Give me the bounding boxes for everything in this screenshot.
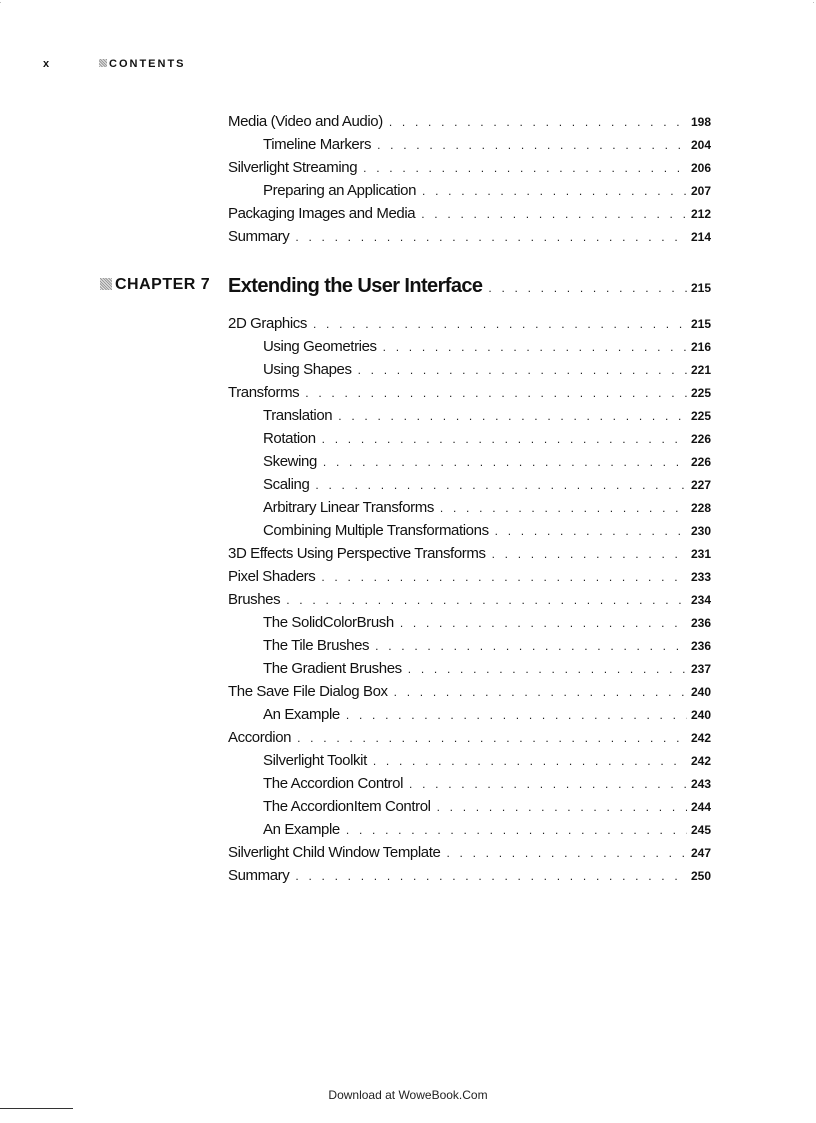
toc-entry-page: 236	[690, 616, 711, 630]
toc-entry-page: 204	[690, 138, 711, 152]
toc-entry[interactable]	[228, 726, 711, 749]
toc-entry-title: Arbitrary Linear Transforms	[263, 499, 434, 516]
toc-entry-page: 206	[690, 161, 711, 175]
dot-leader	[297, 727, 687, 750]
toc-entry-page: 226	[690, 455, 711, 469]
toc-entry-page: 228	[690, 501, 711, 515]
dot-leader	[313, 313, 687, 336]
toc-entry-title: An Example	[263, 821, 340, 838]
toc-entry-title: The SolidColorBrush	[263, 614, 394, 631]
toc-entry-page: 242	[690, 754, 711, 768]
toc-entry-title: Accordion	[228, 729, 292, 746]
toc-entry[interactable]	[228, 404, 711, 427]
toc-entry-page: 221	[690, 363, 711, 377]
chapter-number: CHAPTER 7	[115, 276, 211, 293]
toc-entry-title: Translation	[263, 407, 333, 424]
toc-entry-title: Combining Multiple Transformations	[263, 522, 489, 539]
dot-leader	[383, 336, 687, 359]
dot-leader	[446, 842, 687, 865]
toc-entry[interactable]	[228, 749, 711, 772]
dot-leader	[346, 819, 687, 842]
crop-mark	[0, 2, 1, 3]
dot-leader	[295, 865, 687, 888]
dot-leader	[321, 566, 687, 589]
toc-entry-page: 216	[690, 340, 711, 354]
footer-rule	[0, 1108, 73, 1109]
toc-entry[interactable]	[228, 427, 711, 450]
dot-leader	[389, 111, 687, 134]
dot-leader	[358, 359, 687, 382]
toc-entry-page: 242	[690, 731, 711, 745]
toc-entry-page: 240	[690, 708, 711, 722]
running-head-label: CONTENTS	[109, 58, 186, 70]
crop-mark	[813, 2, 814, 3]
toc-entry[interactable]	[228, 680, 711, 703]
toc-entry-page: 243	[690, 777, 711, 791]
toc-entry-title: Media (Video and Audio)	[228, 113, 383, 130]
chapter-page: 215	[690, 281, 711, 295]
toc-entry-title: The Tile Brushes	[263, 637, 370, 654]
dot-leader	[322, 428, 687, 451]
toc-entry-page: 233	[690, 570, 711, 584]
toc-entry[interactable]	[228, 611, 711, 634]
dot-leader	[408, 658, 687, 681]
toc-entry[interactable]	[228, 841, 711, 864]
toc-entry[interactable]	[228, 542, 711, 565]
toc-entry[interactable]	[228, 496, 711, 519]
toc-entry[interactable]	[228, 634, 711, 657]
toc-entry-title: Skewing	[263, 453, 317, 470]
toc-entry[interactable]	[228, 703, 711, 726]
running-head	[43, 58, 186, 70]
toc-entry-page: 226	[690, 432, 711, 446]
toc-entry[interactable]	[228, 110, 711, 133]
chapter-mark-icon	[100, 278, 112, 290]
toc-entry-title: Silverlight Child Window Template	[228, 844, 441, 861]
dot-leader	[346, 704, 687, 727]
toc-entry-title: Transforms	[228, 384, 300, 401]
toc-entry[interactable]	[228, 179, 711, 202]
toc-entry-title: 2D Graphics	[228, 315, 307, 332]
dot-leader	[394, 681, 687, 704]
toc-entry[interactable]	[228, 565, 711, 588]
toc-section-previous-chapter	[228, 110, 711, 248]
dot-leader	[286, 589, 687, 612]
dot-leader	[295, 226, 687, 249]
dot-leader	[373, 750, 687, 773]
toc-entry[interactable]	[228, 818, 711, 841]
dot-leader	[305, 382, 687, 405]
chapter-title: Extending the User Interface	[228, 275, 483, 297]
toc-entry[interactable]	[228, 772, 711, 795]
toc-entry-page: 231	[690, 547, 711, 561]
toc-entry-page: 240	[690, 685, 711, 699]
toc-entry[interactable]	[228, 519, 711, 542]
toc-entry[interactable]	[228, 133, 711, 156]
toc-entry-title: Using Geometries	[263, 338, 377, 355]
toc-entry-page: 214	[690, 230, 711, 244]
dot-leader	[315, 474, 687, 497]
toc-entry[interactable]	[228, 225, 711, 248]
toc-entry-page: 245	[690, 823, 711, 837]
dot-leader	[492, 543, 687, 566]
toc-entry-page: 207	[690, 184, 711, 198]
toc-entry-title: The AccordionItem Control	[263, 798, 431, 815]
dot-leader	[363, 157, 687, 180]
toc-entry-title: The Accordion Control	[263, 775, 404, 792]
dot-leader	[488, 273, 687, 303]
toc-entry[interactable]	[228, 156, 711, 179]
toc-entry[interactable]	[228, 657, 711, 680]
toc-entry-page: 237	[690, 662, 711, 676]
toc-entry[interactable]	[228, 795, 711, 818]
toc-entry[interactable]	[228, 864, 711, 887]
toc-section-chapter-7	[228, 312, 711, 887]
toc-entry-title: Packaging Images and Media	[228, 205, 416, 222]
toc-entry-title: Timeline Markers	[263, 136, 372, 153]
toc-entry-title: Summary	[228, 867, 290, 884]
toc-entry-title: Summary	[228, 228, 290, 245]
toc-entry-title: Scaling	[263, 476, 310, 493]
toc-entry[interactable]	[228, 312, 711, 335]
dot-leader	[440, 497, 687, 520]
toc-entry-title: 3D Effects Using Perspective Transforms	[228, 545, 486, 562]
toc-chapter-heading	[228, 271, 711, 301]
toc-entry-page: 198	[690, 115, 711, 129]
toc-entry-title: Preparing an Application	[263, 182, 417, 199]
dot-leader	[495, 520, 687, 543]
dot-leader	[409, 773, 687, 796]
toc-entry-page: 227	[690, 478, 711, 492]
toc-entry-page: 234	[690, 593, 711, 607]
toc-entry-page: 247	[690, 846, 711, 860]
dot-leader	[421, 203, 687, 226]
chapter-label	[100, 276, 210, 294]
section-mark-icon	[99, 59, 107, 67]
toc-entry-page: 236	[690, 639, 711, 653]
toc-entry[interactable]	[228, 358, 711, 381]
toc-entry[interactable]	[228, 202, 711, 225]
toc-entry-title: An Example	[263, 706, 340, 723]
dot-leader	[375, 635, 687, 658]
dot-leader	[338, 405, 687, 428]
dot-leader	[323, 451, 687, 474]
toc-entry-title: The Gradient Brushes	[263, 660, 402, 677]
toc-entry-page: 212	[690, 207, 711, 221]
dot-leader	[400, 612, 687, 635]
toc-entry[interactable]	[228, 335, 711, 358]
toc-entry-title: The Save File Dialog Box	[228, 683, 388, 700]
toc-entry-page: 250	[690, 869, 711, 883]
toc-entry-title: Silverlight Streaming	[228, 159, 358, 176]
toc-entry-title: Using Shapes	[263, 361, 352, 378]
toc-entry-page: 225	[690, 409, 711, 423]
dot-leader	[437, 796, 687, 819]
toc-entry-title: Pixel Shaders	[228, 568, 316, 585]
toc-entry-title: Rotation	[263, 430, 316, 447]
toc-entry[interactable]	[228, 450, 711, 473]
footer-watermark: Download at WoweBook.Com	[328, 1088, 488, 1102]
toc-entry-page: 215	[690, 317, 711, 331]
dot-leader	[377, 134, 687, 157]
toc-entry[interactable]	[228, 381, 711, 404]
toc-entry-page: 225	[690, 386, 711, 400]
dot-leader	[422, 180, 687, 203]
toc-entry-page: 230	[690, 524, 711, 538]
toc-entry[interactable]	[228, 588, 711, 611]
running-head-page-number: x	[43, 58, 50, 70]
toc-entry-title: Silverlight Toolkit	[263, 752, 367, 769]
toc-entry[interactable]	[228, 473, 711, 496]
chapter-title-entry[interactable]	[228, 271, 711, 301]
toc-entry-title: Brushes	[228, 591, 281, 608]
toc-entry-page: 244	[690, 800, 711, 814]
